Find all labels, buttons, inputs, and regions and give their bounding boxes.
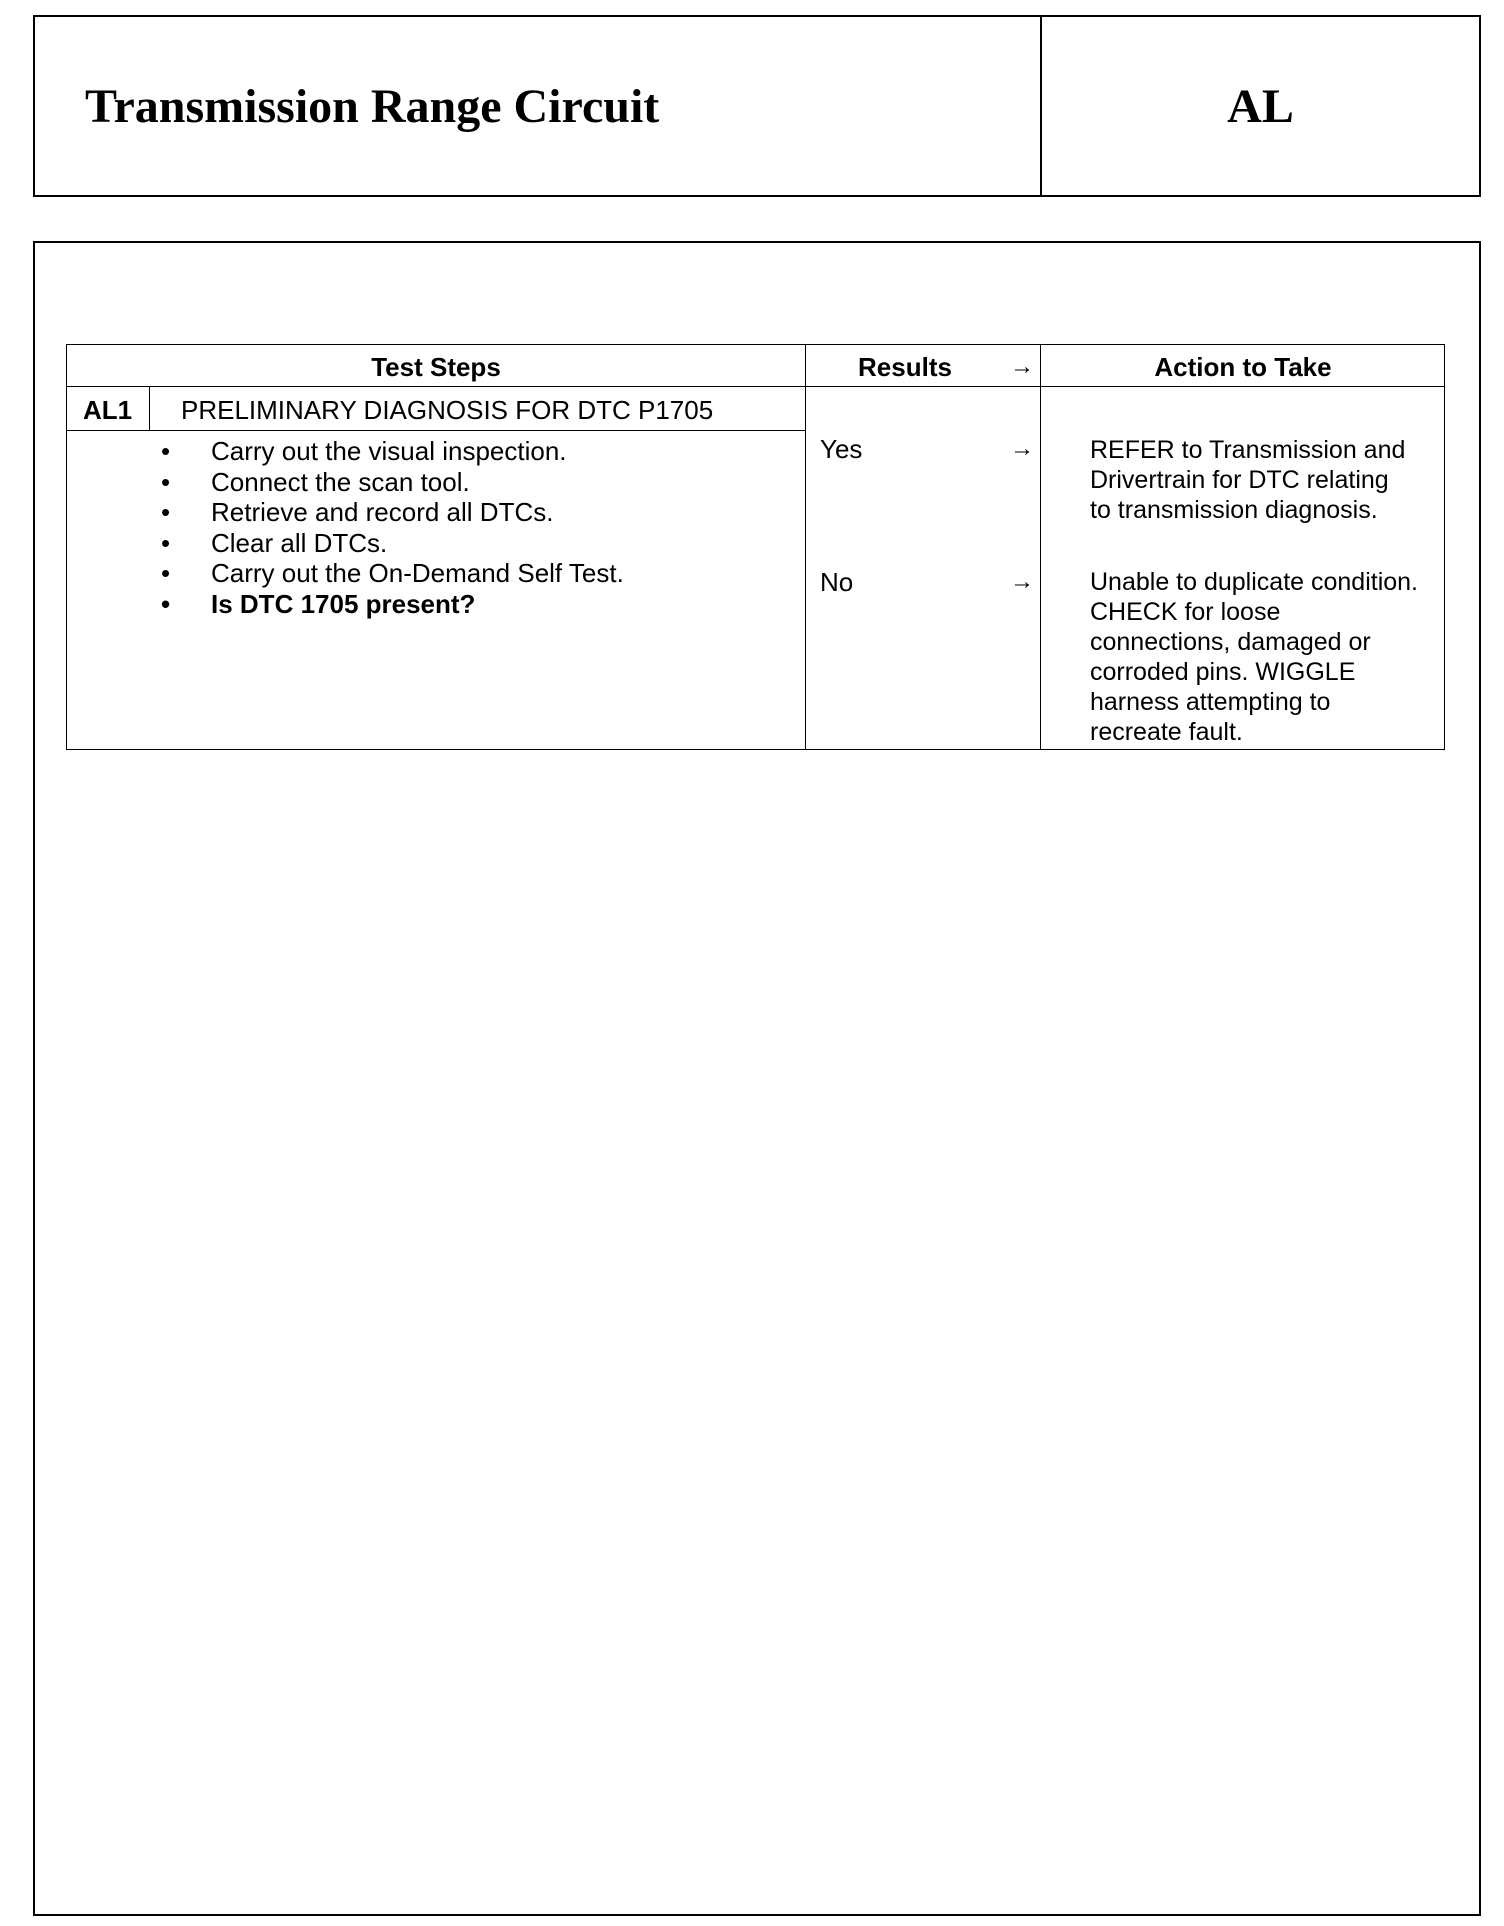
header-code-cell (1042, 17, 1479, 195)
result-no: No (820, 567, 854, 597)
page-header (33, 15, 1481, 197)
column-divider-action (1040, 345, 1041, 749)
step-instruction: • Retrieve and record all DTCs. (161, 497, 624, 528)
column-header-results: Results (858, 352, 952, 382)
step-title-divider (67, 430, 805, 431)
header-row-divider-results (805, 386, 1040, 387)
step-instructions (161, 436, 624, 619)
action-line: Drivertrain for DTC relating (1090, 466, 1389, 494)
step-instruction: • Carry out the visual inspection. (161, 436, 624, 467)
action-line: recreate fault. (1090, 718, 1243, 746)
page-title: Transmission Range Circuit (85, 79, 660, 133)
step-id-divider (149, 386, 150, 430)
results-header-arrow-icon: → (1010, 353, 1034, 380)
action-line: harness attempting to (1090, 688, 1331, 716)
action-line: to transmission diagnosis. (1090, 496, 1378, 524)
test-steps-table (66, 344, 1445, 750)
action-no (1090, 567, 1440, 747)
column-header-test-steps: Test Steps (371, 352, 501, 382)
action-line: REFER to Transmission and (1090, 436, 1406, 464)
result-yes: Yes (820, 434, 863, 464)
header-row-divider-steps (67, 386, 805, 387)
header-title-cell (35, 17, 1042, 195)
header-row-divider-action (1040, 386, 1444, 387)
action-line: Unable to duplicate condition. (1090, 568, 1419, 596)
step-instruction: • Clear all DTCs. (161, 528, 624, 559)
action-line: connections, damaged or (1090, 628, 1371, 656)
step-question: • Is DTC 1705 present? (161, 589, 624, 620)
result-no-arrow-icon: → (1010, 568, 1034, 595)
action-line: CHECK for loose (1090, 598, 1281, 626)
step-instruction: • Carry out the On-Demand Self Test. (161, 558, 624, 589)
column-header-action: Action to Take (1154, 352, 1332, 382)
result-yes-arrow-icon: → (1010, 435, 1034, 462)
column-divider-results (805, 345, 806, 749)
step-title: PRELIMINARY DIAGNOSIS FOR DTC P1705 (181, 395, 714, 425)
step-id: AL1 (83, 395, 133, 425)
action-yes (1090, 435, 1440, 525)
step-instruction: • Connect the scan tool. (161, 467, 624, 498)
section-code: AL (1227, 79, 1294, 133)
action-line: corroded pins. WIGGLE (1090, 658, 1356, 686)
